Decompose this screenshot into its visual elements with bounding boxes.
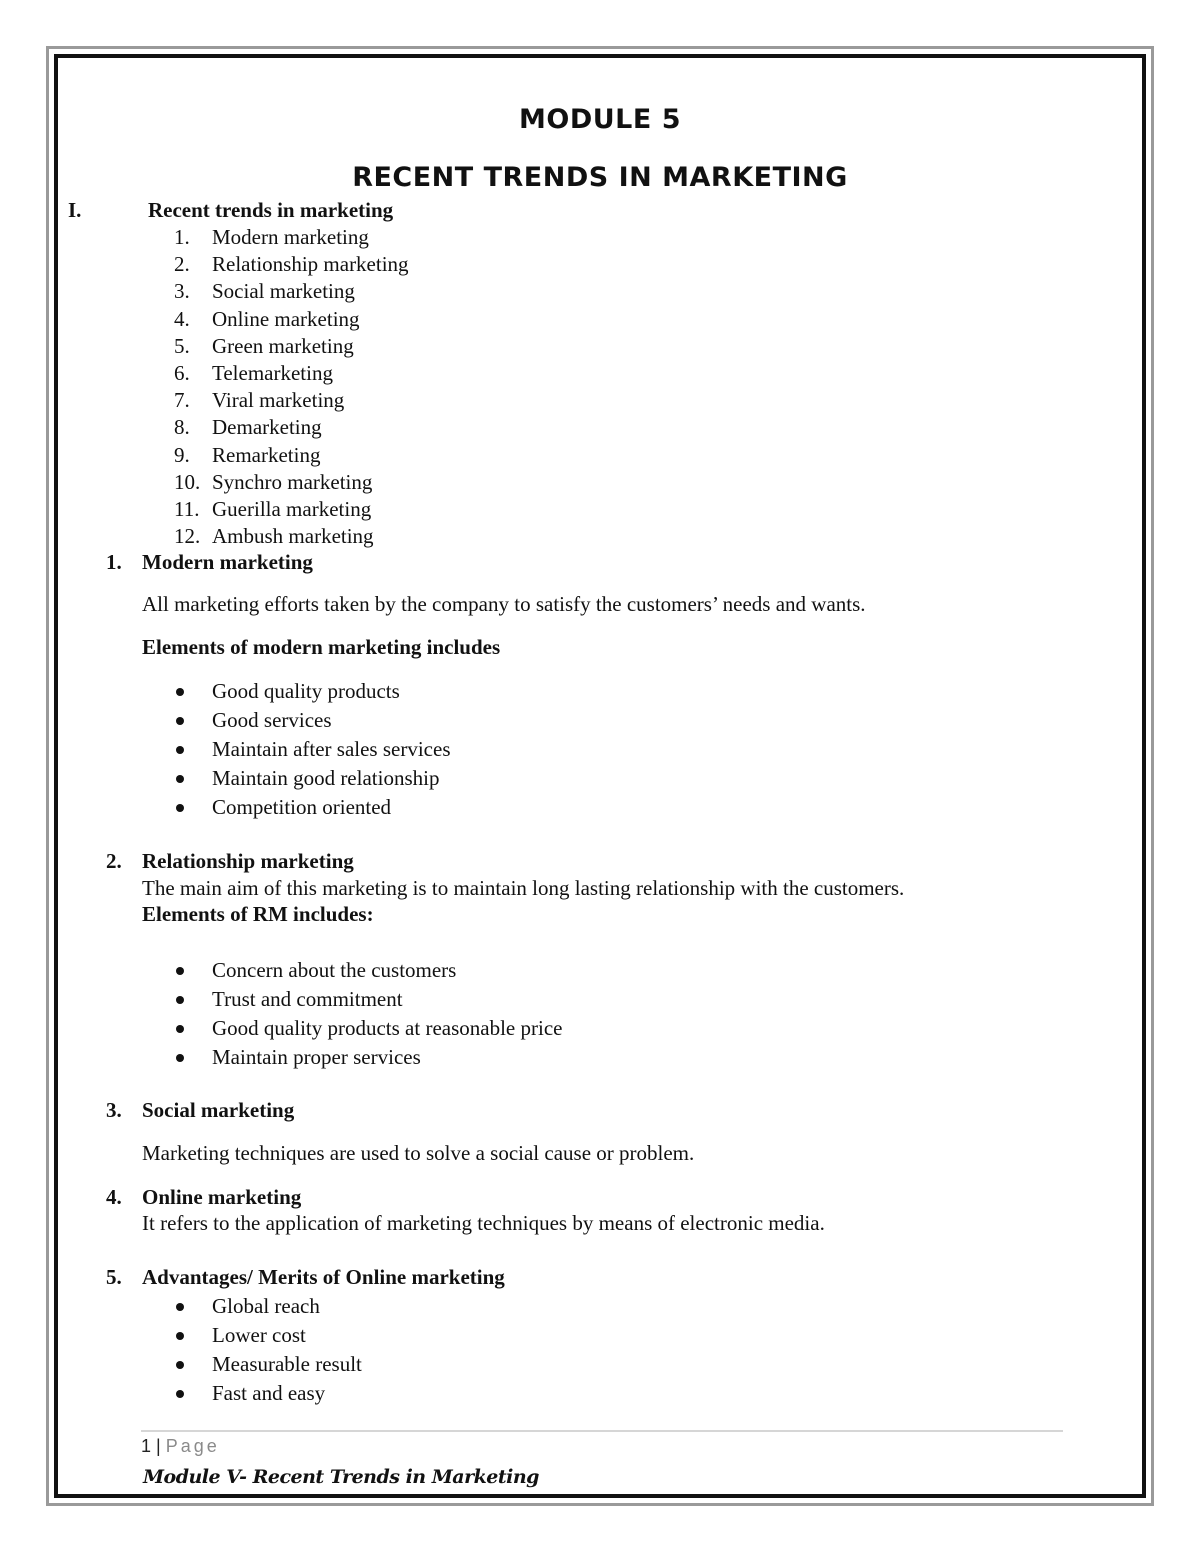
- online-number: 4.: [106, 1185, 122, 1209]
- bullet-item: Concern about the customers: [212, 958, 457, 982]
- bullet-icon: [176, 1025, 184, 1033]
- trend-list-number: 4.: [174, 306, 190, 331]
- online-text: It refers to the application of marketing techniques by means of electronic media.: [142, 1211, 825, 1235]
- social-text: Marketing techniques are used to solve a social cause or problem.: [142, 1141, 695, 1165]
- relationship-subheading: Elements of RM includes:: [142, 902, 374, 926]
- bullet-item: Good quality products at reasonable price: [212, 1016, 563, 1040]
- modern-text: All marketing efforts taken by the company to satisfy the customers’ needs and wants.: [142, 592, 866, 616]
- trend-list-item: Remarketing: [212, 442, 321, 467]
- trend-list-number: 2.: [174, 252, 190, 277]
- bullet-item: Maintain after sales services: [212, 737, 451, 761]
- trend-list-item: Demarketing: [212, 415, 322, 440]
- bullet-icon: [176, 775, 184, 783]
- bullet-item: Lower cost: [212, 1323, 306, 1347]
- bullet-item: Good quality products: [212, 679, 400, 703]
- footer-rule: [141, 1430, 1063, 1432]
- module-title: MODULE 5: [519, 104, 681, 135]
- trend-list-number: 10.: [174, 469, 201, 494]
- social-heading: Social marketing: [142, 1098, 295, 1122]
- trend-list-number: 11.: [174, 497, 200, 521]
- bullet-item: Maintain proper services: [212, 1045, 421, 1069]
- bullet-item: Maintain good relationship: [212, 766, 440, 790]
- advantages-number: 5.: [106, 1265, 122, 1289]
- bullet-item: Good services: [212, 708, 332, 732]
- modern-heading: Modern marketing: [142, 550, 313, 574]
- relationship-heading: Relationship marketing: [142, 849, 354, 873]
- bullet-item: Fast and easy: [212, 1381, 326, 1405]
- page-number-label: [141, 1436, 220, 1457]
- bullet-icon: [176, 804, 184, 812]
- trend-list-item: Online marketing: [212, 306, 360, 331]
- modern-number: 1.: [106, 550, 122, 574]
- trend-list-item: Viral marketing: [212, 388, 345, 413]
- bullet-item: Measurable result: [212, 1352, 362, 1376]
- bullet-icon: [176, 1054, 184, 1062]
- page-number: 1: [141, 1436, 152, 1456]
- social-number: 3.: [106, 1098, 122, 1122]
- bullet-icon: [176, 688, 184, 696]
- trend-list-number: 3.: [174, 279, 190, 304]
- trend-list-item: Social marketing: [212, 279, 355, 304]
- trend-list-item: Synchro marketing: [212, 469, 373, 494]
- bullet-icon: [176, 1303, 184, 1311]
- trend-list-item: Relationship marketing: [212, 252, 409, 277]
- bullet-icon: [176, 746, 184, 754]
- trend-list-item: Modern marketing: [212, 225, 369, 249]
- bullet-item: Global reach: [212, 1294, 320, 1318]
- trend-list-number: 12.: [174, 524, 201, 549]
- page-separator: |: [156, 1436, 161, 1456]
- trend-list-number: 5.: [174, 333, 190, 358]
- bullet-icon: [176, 996, 184, 1004]
- footer-running-title: Module V- Recent Trends in Marketing: [143, 1466, 539, 1488]
- trend-list-item: Guerilla marketing: [212, 497, 372, 521]
- online-heading: Online marketing: [142, 1185, 302, 1209]
- relationship-number: 2.: [106, 849, 122, 873]
- trend-list-item: Telemarketing: [212, 361, 333, 385]
- trend-list-item: Ambush marketing: [212, 524, 374, 549]
- section-i-number: I.: [68, 198, 82, 222]
- bullet-item: Trust and commitment: [212, 987, 403, 1011]
- section-i-heading: Recent trends in marketing: [148, 198, 394, 222]
- bullet-icon: [176, 717, 184, 725]
- bullet-icon: [176, 1390, 184, 1398]
- bullet-item: Competition oriented: [212, 795, 392, 819]
- trend-list-number: 8.: [174, 415, 190, 440]
- page-word: Page: [165, 1436, 220, 1456]
- bullet-icon: [176, 1332, 184, 1340]
- trend-list-item: Green marketing: [212, 333, 354, 358]
- bullet-icon: [176, 967, 184, 975]
- bullet-icon: [176, 1361, 184, 1369]
- relationship-text: The main aim of this marketing is to maintain long lasting relationship with the customers.: [142, 876, 905, 900]
- modern-subheading: Elements of modern marketing includes: [142, 635, 501, 659]
- advantages-heading: Advantages/ Merits of Online marketing: [142, 1265, 505, 1289]
- trend-list-number: 1.: [174, 225, 190, 249]
- trend-list-number: 7.: [174, 388, 190, 413]
- main-title: RECENT TRENDS IN MARKETING: [352, 162, 848, 193]
- trend-list-number: 9.: [174, 442, 190, 467]
- trend-list-number: 6.: [174, 361, 190, 385]
